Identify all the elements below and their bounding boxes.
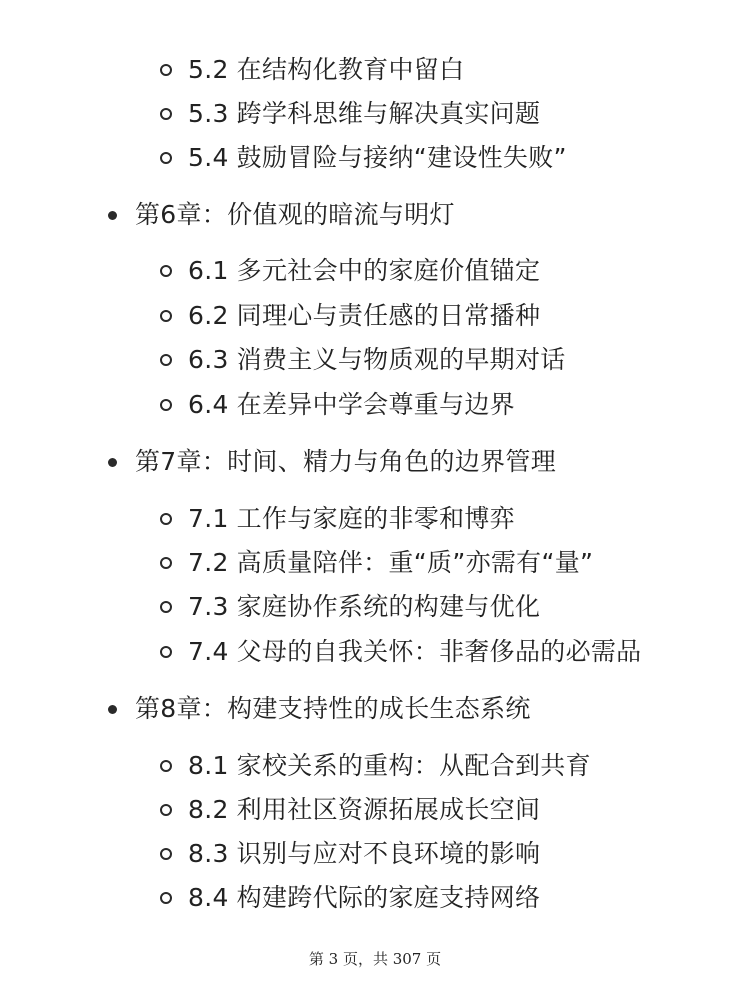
section-title: 父母的自我关怀：非奢侈品的必需品 [236, 637, 642, 666]
section-number: 8.3 [188, 839, 229, 868]
hollow-bullet-icon [160, 646, 172, 658]
section-number: 7.2 [188, 548, 229, 577]
toc-section-8-3[interactable] [160, 832, 540, 876]
page-footer: 第 3 页，共 307 页 [308, 950, 442, 968]
hollow-bullet-icon [160, 848, 172, 860]
toc-section-6-4[interactable] [160, 383, 515, 427]
hollow-bullet-icon [160, 557, 172, 569]
toc-section-7-4[interactable] [160, 630, 641, 674]
hollow-bullet-icon [160, 804, 172, 816]
toc-section-5-2[interactable] [160, 48, 464, 92]
hollow-bullet-icon [160, 108, 172, 120]
section-number: 5.3 [188, 99, 229, 128]
section-number: 6.1 [188, 256, 229, 285]
section-title: 多元社会中的家庭价值锚定 [236, 256, 541, 285]
hollow-bullet-icon [160, 760, 172, 772]
section-title: 构建跨代际的家庭支持网络 [236, 883, 541, 912]
chapter-title: 第7章：时间、精力与角色的边界管理 [135, 447, 557, 476]
section-title: 消费主义与物质观的早期对话 [236, 345, 566, 374]
chapter-title: 第6章：价值观的暗流与明灯 [135, 200, 455, 229]
toc-section-5-4[interactable] [160, 136, 567, 180]
toc-chapter-7[interactable] [108, 440, 556, 484]
filled-bullet-icon [108, 458, 117, 467]
hollow-bullet-icon [160, 265, 172, 277]
section-title: 家校关系的重构：从配合到共育 [236, 751, 591, 780]
filled-bullet-icon [108, 211, 117, 220]
section-number: 6.2 [188, 301, 229, 330]
section-title: 在差异中学会尊重与边界 [236, 390, 515, 419]
section-title: 利用社区资源拓展成长空间 [236, 795, 541, 824]
toc-section-7-3[interactable] [160, 585, 540, 629]
section-number: 6.3 [188, 345, 229, 374]
hollow-bullet-icon [160, 64, 172, 76]
section-number: 8.2 [188, 795, 229, 824]
section-number: 7.1 [188, 504, 229, 533]
hollow-bullet-icon [160, 310, 172, 322]
hollow-bullet-icon [160, 892, 172, 904]
hollow-bullet-icon [160, 399, 172, 411]
hollow-bullet-icon [160, 152, 172, 164]
toc-section-6-2[interactable] [160, 294, 540, 338]
toc-section-8-2[interactable] [160, 788, 540, 832]
filled-bullet-icon [108, 705, 117, 714]
toc-chapter-8[interactable] [108, 687, 531, 731]
section-number: 8.1 [188, 751, 229, 780]
toc-section-6-3[interactable] [160, 338, 566, 382]
toc-section-8-4[interactable] [160, 876, 540, 920]
section-number: 5.4 [188, 143, 229, 172]
toc-section-6-1[interactable] [160, 249, 540, 293]
section-title: 鼓励冒险与接纳“建设性失败” [236, 143, 567, 172]
section-number: 6.4 [188, 390, 229, 419]
section-number: 7.3 [188, 592, 229, 621]
section-title: 工作与家庭的非零和博弈 [236, 504, 515, 533]
toc-chapter-6[interactable] [108, 193, 455, 237]
hollow-bullet-icon [160, 513, 172, 525]
toc-section-7-1[interactable] [160, 497, 515, 541]
toc-section-8-1[interactable] [160, 744, 591, 788]
section-number: 8.4 [188, 883, 229, 912]
toc-section-5-3[interactable] [160, 92, 540, 136]
hollow-bullet-icon [160, 354, 172, 366]
section-number: 7.4 [188, 637, 229, 666]
hollow-bullet-icon [160, 601, 172, 613]
toc-section-7-2[interactable] [160, 541, 593, 585]
section-number: 5.2 [188, 55, 229, 84]
section-title: 家庭协作系统的构建与优化 [236, 592, 541, 621]
chapter-title: 第8章：构建支持性的成长生态系统 [135, 694, 531, 723]
section-title: 同理心与责任感的日常播种 [236, 301, 541, 330]
section-title: 在结构化教育中留白 [236, 55, 465, 84]
section-title: 跨学科思维与解决真实问题 [236, 99, 541, 128]
section-title: 高质量陪伴：重“质”亦需有“量” [236, 548, 594, 577]
section-title: 识别与应对不良环境的影响 [236, 839, 541, 868]
